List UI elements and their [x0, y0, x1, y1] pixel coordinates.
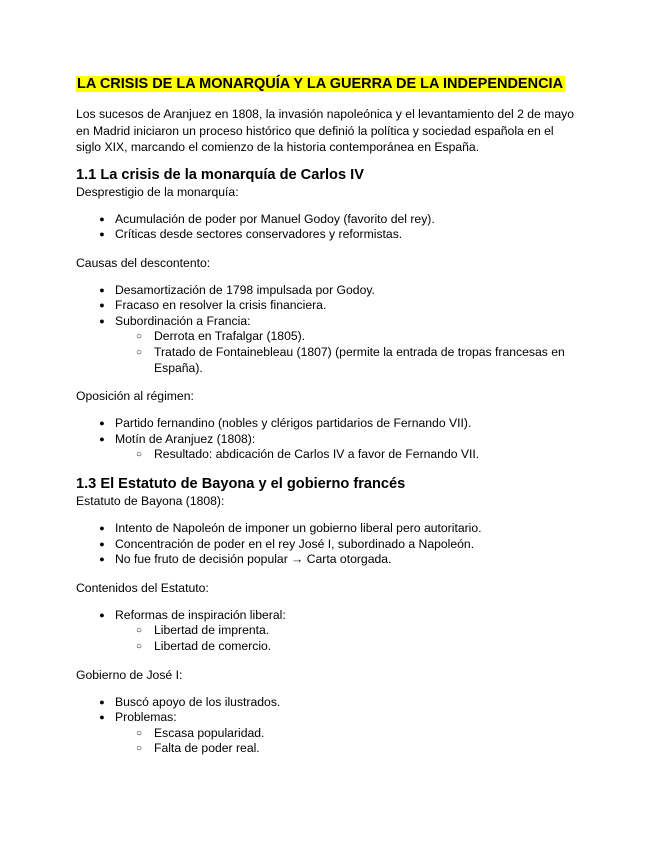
bullet-icon: ●: [99, 609, 105, 620]
label-contenidos: Contenidos del Estatuto:: [76, 580, 209, 595]
bullet-icon: ●: [99, 315, 105, 326]
sub-list-item: ○ Escasa popularidad.: [135, 725, 265, 740]
list-item: ● Desamortización de 1798 impulsada por Godoy.: [76, 283, 581, 299]
list-item: ● Problemas: ○ Escasa popularidad. ○ Falta de poder real.: [76, 710, 581, 757]
document-title-highlight: LA CRISIS DE LA MONARQUÍA Y LA GUERRA DE LA INDEPENDENCIA: [77, 76, 564, 92]
bullet-icon: ●: [99, 300, 105, 311]
bullet-icon: ●: [99, 712, 105, 723]
list-item: ● Fracaso en resolver la crisis financiera.: [76, 298, 581, 314]
list-gobierno: [76, 695, 581, 757]
bullet-icon: ●: [99, 213, 105, 224]
hollow-bullet-icon: ○: [135, 331, 143, 343]
list-item: ● Críticas desde sectores conservadores y reformistas.: [76, 227, 581, 243]
sublist-problemas: [115, 726, 581, 757]
hollow-bullet-icon: ○: [135, 625, 143, 637]
bullet-icon: ●: [99, 418, 105, 429]
list-item: ● Buscó apoyo de los ilustrados.: [76, 695, 581, 711]
hollow-bullet-icon: ○: [135, 449, 143, 461]
bullet-icon: ●: [99, 433, 105, 444]
bullet-icon: ●: [99, 284, 105, 295]
sub-list-item: ○ Derrota en Trafalgar (1805).: [135, 329, 306, 344]
list-item: ● Partido fernandino (nobles y clérigos partidarios de Fernando VII).: [76, 416, 581, 432]
sublist-francia: [115, 329, 581, 376]
sublist-aranjuez: [115, 447, 581, 463]
hollow-bullet-icon: ○: [135, 743, 143, 755]
bullet-icon: ●: [99, 229, 105, 240]
section-heading-1-1: 1.1 La crisis de la monarquía de Carlos IV: [76, 166, 364, 183]
list-item: ● Concentración de poder en el rey José I, subordinado a Napoleón.: [76, 537, 581, 553]
sub-list-item: ○ Libertad de imprenta.: [135, 623, 270, 638]
bullet-icon: ●: [99, 696, 105, 707]
list-item: ● Subordinación a Francia: ○ Derrota en Trafalgar (1805). ○ Tratado de Fontainebleau (1807) (permite la entrada de tropas francesas en España).: [76, 314, 581, 376]
list-item: ● Motín de Aranjuez (1808): ○ Resultado: abdicación de Carlos IV a favor de Fernando VII.: [76, 432, 581, 463]
sub-list-item: ○ Resultado: abdicación de Carlos IV a favor de Fernando VII.: [135, 447, 480, 462]
document-title: [76, 74, 581, 94]
label-desprestigio: Desprestigio de la monarquía:: [76, 184, 239, 199]
list-desprestigio: [76, 212, 581, 243]
list-contenidos: [76, 608, 581, 655]
document-page: [76, 74, 581, 769]
label-oposicion: Oposición al régimen:: [76, 389, 194, 404]
bullet-icon: ●: [99, 554, 105, 565]
list-oposicion: [76, 416, 581, 463]
sub-list-item: ○ Libertad de comercio.: [135, 639, 272, 653]
label-gobierno: Gobierno de José I:: [76, 667, 183, 682]
list-item: ● No fue fruto de decisión popular → Carta otorgada.: [76, 552, 581, 568]
sublist-reformas: [115, 623, 581, 654]
hollow-bullet-icon: ○: [135, 727, 143, 739]
hollow-bullet-icon: ○: [135, 641, 143, 652]
list-estatuto: [76, 521, 581, 568]
sub-list-item: ○ Tratado de Fontainebleau (1807) (permite la entrada de tropas francesas en España).: [135, 345, 565, 375]
list-item: ● Intento de Napoleón de imponer un gobierno liberal pero autoritario.: [76, 521, 581, 537]
list-causas: [76, 283, 581, 377]
sub-list-item: ○ Falta de poder real.: [135, 741, 260, 756]
label-estatuto: Estatuto de Bayona (1808):: [76, 494, 225, 509]
section-heading-1-3: 1.3 El Estatuto de Bayona y el gobierno francés: [76, 476, 406, 493]
bullet-icon: ●: [99, 538, 105, 549]
list-item: ● Reformas de inspiración liberal: ○ Libertad de imprenta. ○ Libertad de comercio.: [76, 608, 581, 655]
list-item: ● Acumulación de poder por Manuel Godoy (favorito del rey).: [76, 212, 581, 228]
bullet-icon: ●: [99, 523, 105, 534]
hollow-bullet-icon: ○: [135, 347, 143, 359]
intro-paragraph: Los sucesos de Aranjuez en 1808, la invasión napoleónica y el levantamiento del 2 de mayo en Madrid iniciaron un proceso histórico que definió la política y sociedad española en el siglo XIX, marcando el comienzo de la historia contemporánea en España.: [76, 107, 574, 154]
label-causas: Causas del descontento:: [76, 255, 211, 270]
